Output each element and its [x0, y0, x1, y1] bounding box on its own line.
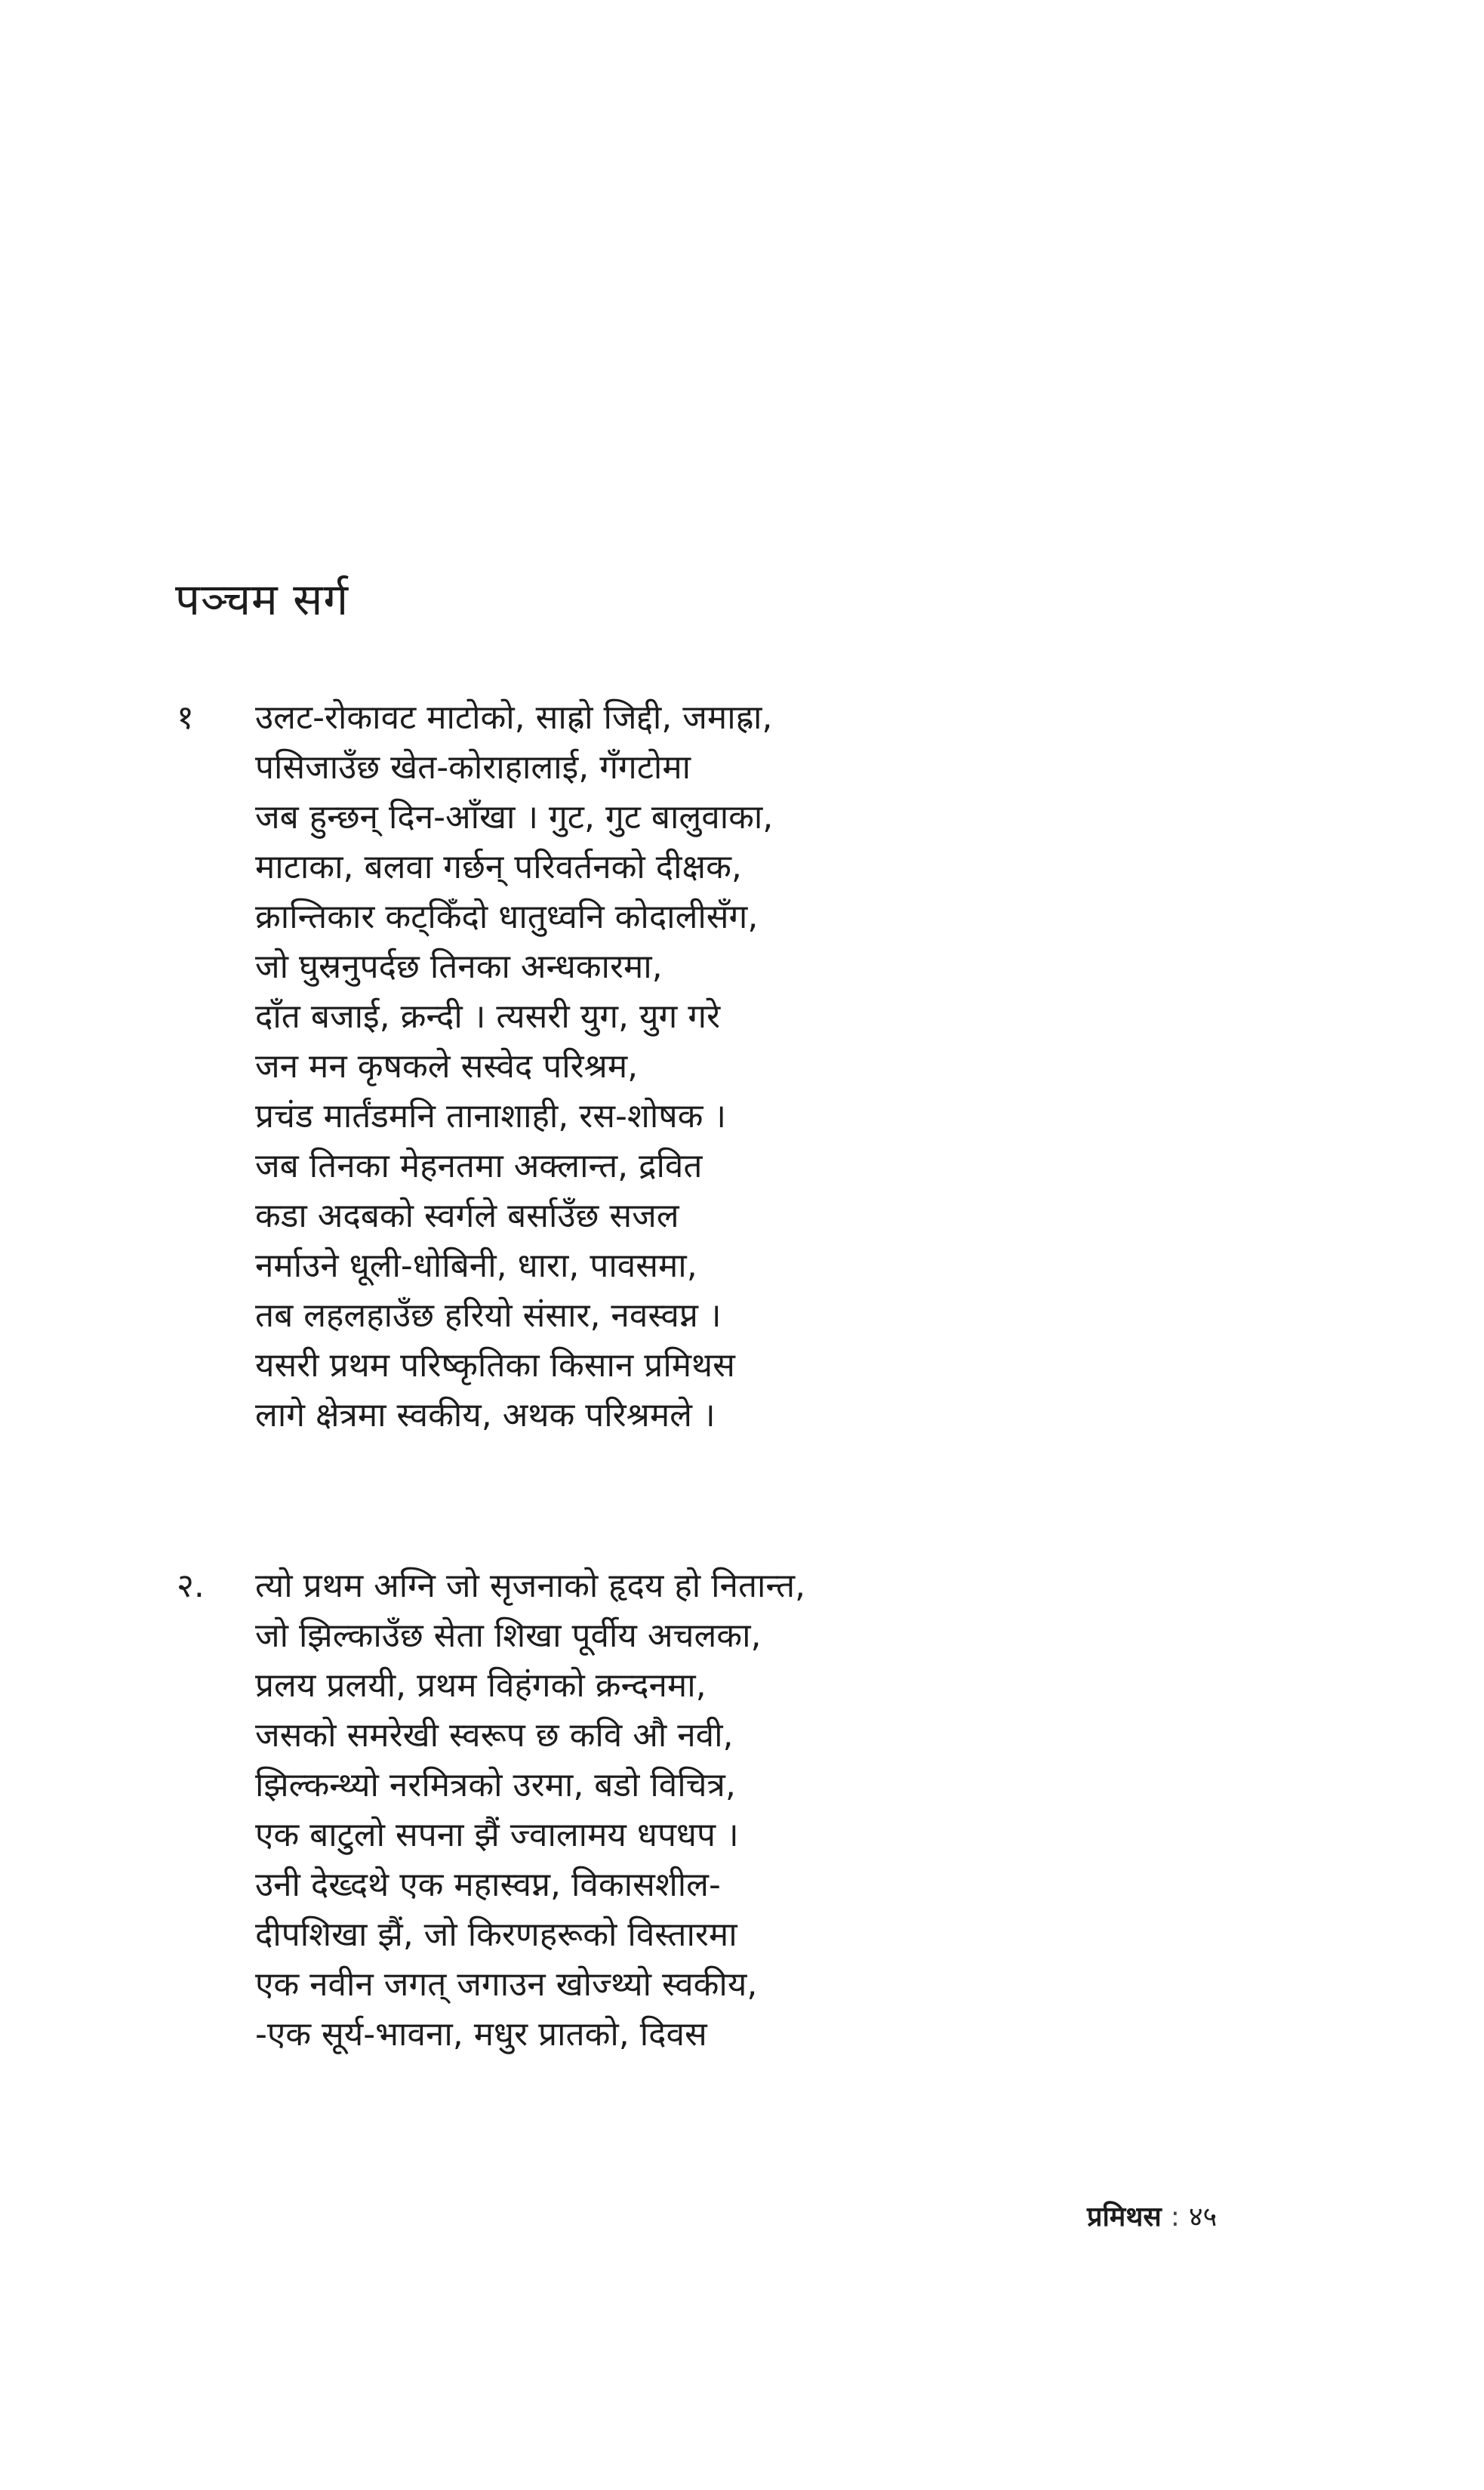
verse-line: -एक सूर्य-भावना, मधुर प्रातको, दिवस	[255, 2015, 707, 2054]
verse-line: प्रलय प्रलयी, प्रथम विहंगको क्रन्दनमा,	[255, 1666, 707, 1705]
page-footer	[1087, 2197, 1217, 2234]
stanza-number: २.	[177, 1567, 205, 1605]
running-title: प्रमिथस	[1087, 2202, 1162, 2233]
verse-line: एक बाटुलो सपना झैं ज्वालामय धपधप ।	[255, 1816, 739, 1854]
verse-line: पसिजाउँछ खेत-कोराहालाई, गँगटोमा	[255, 748, 691, 787]
verse-line: दीपशिखा झैं, जो किरणहरूको विस्तारमा	[255, 1915, 737, 1954]
verse-line: नर्माउने धूली-धोबिनी, धारा, पावसमा,	[255, 1247, 697, 1285]
verse-line: क्रान्तिकार कट्किँदो धातुध्वनि कोदालीसँग,	[255, 898, 759, 936]
verse-line: झिल्कन्थ्यो नरमित्रको उरमा, बडो विचित्र,	[255, 1766, 736, 1804]
verse-line: जब हुन्छन् दिन-आँखा । गुट, गुट बालुवाका,	[255, 798, 774, 837]
verse-line: जन मन कृषकले सस्वेद परिश्रम,	[255, 1047, 639, 1086]
verse-line: लागे क्षेत्रमा स्वकीय, अथक परिश्रमले ।	[255, 1396, 716, 1435]
verse-line: उनी देख्दथे एक महास्वप्न, विकासशील-	[255, 1866, 721, 1904]
verse-line: एक नवीन जगत् जगाउन खोज्थ्यो स्वकीय,	[255, 1965, 758, 2004]
verse-line: जब तिनका मेहनतमा अक्लान्त, द्रवित	[255, 1147, 703, 1185]
verse-lines	[255, 693, 773, 1441]
verse-line: तब लहलहाउँछ हरियो संसार, नवस्वप्न ।	[255, 1296, 722, 1335]
stanza-number: १	[177, 698, 194, 737]
verse-line: यसरी प्रथम परिष्कृतिका किसान प्रमिथस	[255, 1346, 735, 1385]
page-number: ४५	[1188, 2202, 1218, 2233]
verse-line: त्यो प्रथम अग्नि जो सृजनाको हृदय हो नितान्त,	[255, 1567, 806, 1605]
verse-line: कडा अदबको स्वर्गले बर्साउँछ सजल	[255, 1197, 679, 1235]
chapter-title: पञ्चम सर्ग	[175, 574, 349, 625]
verse-lines	[255, 1561, 805, 2060]
verse-line: जसको समरेखी स्वरूप छ कवि औ नवी,	[255, 1716, 734, 1755]
verse-line: माटाका, बलवा गर्छन् परिवर्तनको दीक्षक,	[255, 848, 742, 886]
verse-line: उलट-रोकावट माटोको, साह्रो जिद्दी, जमाह्रा,	[255, 698, 773, 737]
verse-line: जो झिल्काउँछ सेता शिखा पूर्वीय अचलका,	[255, 1616, 762, 1655]
footer-separator: :	[1170, 2202, 1180, 2233]
verse-line: प्रचंड मार्तंडमनि तानाशाही, रस-शोषक ।	[255, 1097, 727, 1136]
verse-line: जो घुस्रनुपर्दछ तिनका अन्धकारमा,	[255, 948, 663, 986]
verse-line: दाँत बजाई, क्रन्दी । त्यसरी युग, युग गरे	[255, 997, 721, 1036]
